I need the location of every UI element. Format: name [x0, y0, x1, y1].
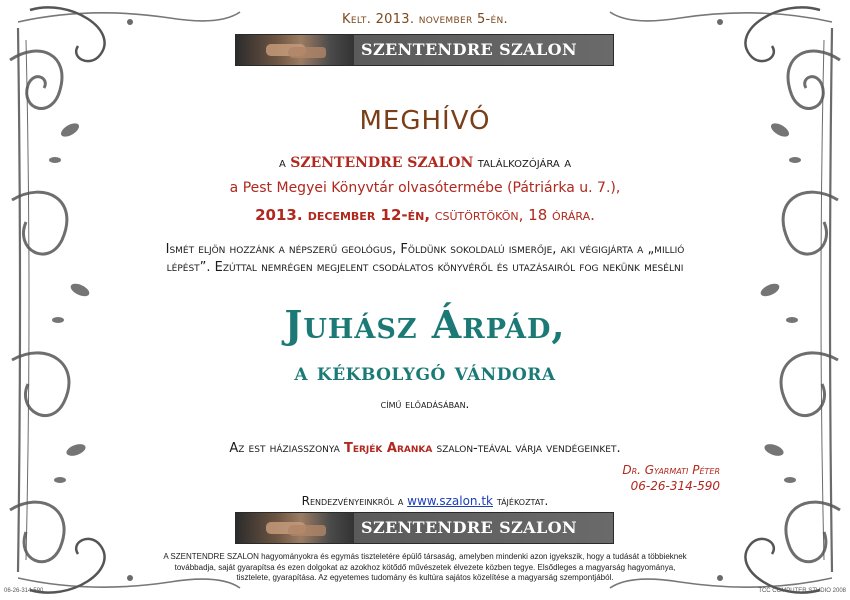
- banner-title: SZENTENDRE SZALON: [361, 40, 577, 59]
- signature-name: Dr. Gyarmati Péter: [622, 463, 720, 477]
- lecture-title: a kékbolygó vándora: [294, 357, 556, 386]
- description-paragraph: Ismét eljön hozzánk a népszerű geológus, Földünk sokoldalú ismerője, aki végigjárta a „millió lépést”. Ezúttal nemrégen megjelent csodálatos könyvéről és utazásairól fog nekünk mesélni: [165, 242, 685, 275]
- event-time: csütörtökön, 18 órára.: [434, 206, 595, 224]
- organizer-line: a SZENTENDRE SZALON találkozójára a: [278, 155, 572, 171]
- lecture-suffix: című előadásában.: [380, 397, 470, 411]
- datetime-line: [0, 206, 850, 224]
- handshake-photo: [236, 513, 354, 543]
- info-line: Rendezvényeinkről a www.szalon.tk tájékoztat.: [301, 494, 549, 508]
- banner-bottom: [235, 512, 614, 544]
- signature-block: [622, 462, 720, 494]
- banner-title: SZENTENDRE SZALON: [361, 518, 577, 537]
- footer-text: A SZENTENDRE SZALON hagyományokra és egymás tiszteletére épülő társaság, amelyben mindenki azon igyekszik, hogy a tudását a többieknek továbbadja, saját gyarapítsa és ezen dolgokat az azokhoz kötődő művészetek élvezete közben tegye. Elsődleges a magyarság hagyománya, tisztelete, gyarapítása. Az egyetemes tudomány és kultúra sajátos közelítése a magyarság szempontjából.: [163, 552, 687, 582]
- footer-code-left: 06-26-314-590: [4, 588, 44, 594]
- organizer-name: SZENTENDRE SZALON: [290, 155, 474, 171]
- hostess-line: Az est háziasszonya Terjék Aranka szalon-teával várja vendégeinket.: [229, 441, 621, 456]
- invitation-title: MEGHÍVÓ: [359, 106, 491, 136]
- website-link[interactable]: www.szalon.tk: [407, 494, 493, 508]
- signature-phone: 06-26-314-590: [630, 479, 720, 493]
- venue-line: a Pest Megyei Könyvtár olvasótermébe (Pátriárka u. 7.),: [229, 180, 621, 196]
- banner-top: [235, 34, 614, 66]
- date-line: Kelt. 2013. november 5-én.: [342, 12, 508, 27]
- hostess-name: Terjék Aranka: [343, 441, 433, 456]
- speaker-name: Juhász Árpád,: [284, 302, 566, 347]
- handshake-photo: [236, 35, 354, 65]
- footer-code-right: TCC COMPUTER STUDIO 2008: [758, 588, 846, 594]
- event-date: 2013. december 12-én,: [255, 206, 431, 224]
